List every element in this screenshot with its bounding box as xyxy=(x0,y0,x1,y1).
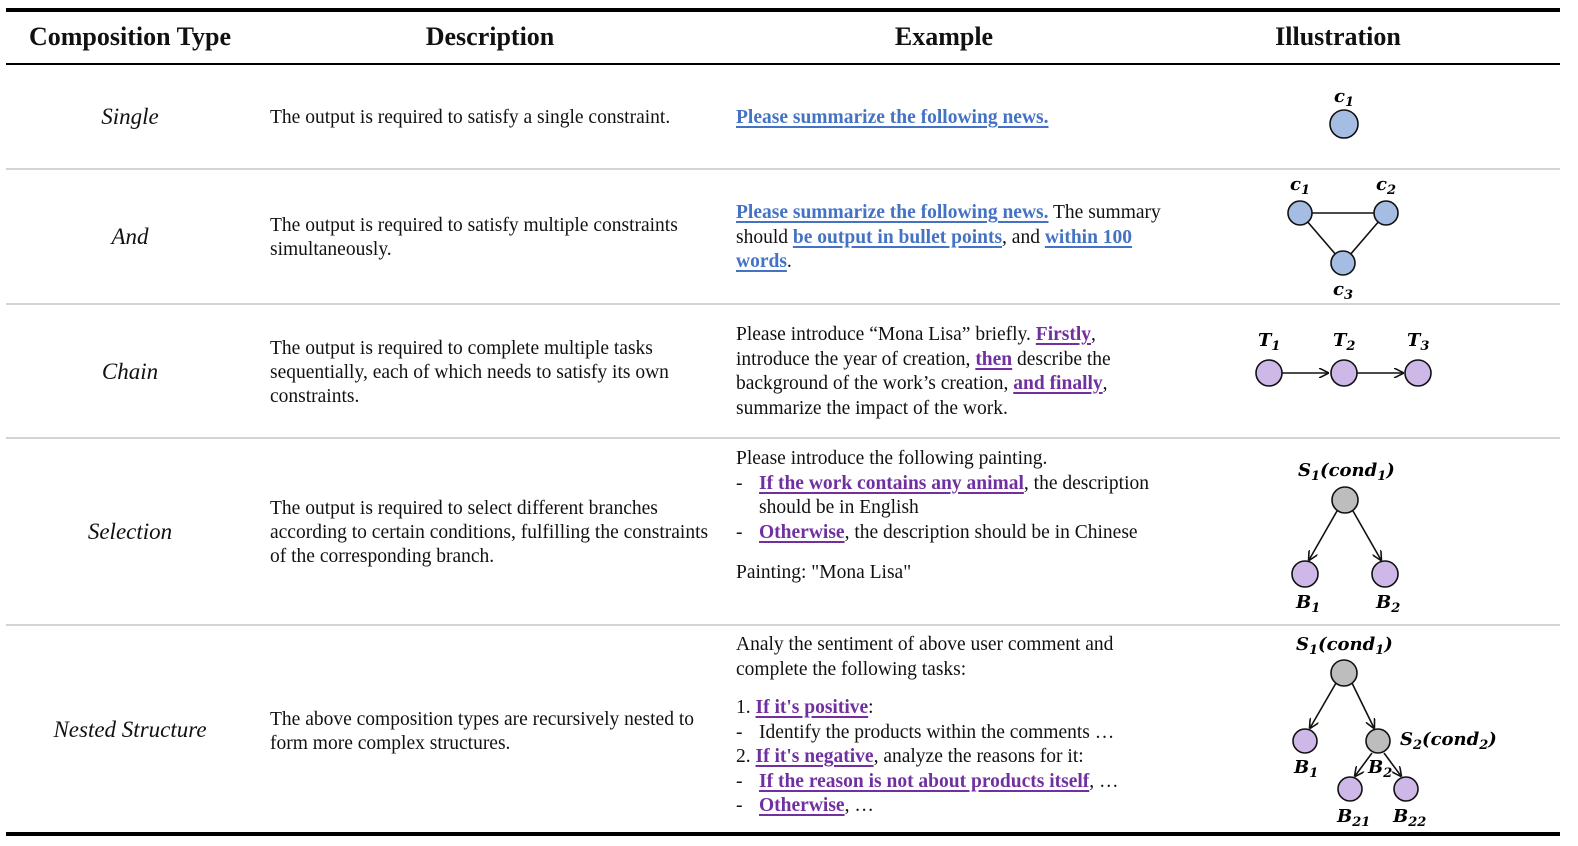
header-description: Description xyxy=(425,22,555,51)
list-item: - Identify the products within the comments … xyxy=(736,721,1115,743)
row-divider xyxy=(6,168,1560,170)
example-and: Please summarize the following news. The summary should be output in bullet points, and within 100 words. xyxy=(736,202,1161,272)
node-b21 xyxy=(1338,777,1362,801)
row-divider xyxy=(6,303,1560,305)
node-t2 xyxy=(1331,360,1357,386)
type-and: And xyxy=(111,224,149,249)
illustration-nested-structure xyxy=(1280,630,1520,835)
illustration-single xyxy=(1310,80,1380,150)
node-label-s2: $S_2(cond_2)$ xyxy=(1400,729,1497,753)
node-label-b22: $B_{22}$ xyxy=(1393,806,1427,830)
node-label-c3: $c_3$ xyxy=(1333,279,1354,303)
node-label-t3: $T_3$ xyxy=(1407,330,1430,354)
node-label-s1: $S_1(cond_1)$ xyxy=(1296,634,1393,658)
illustration-chain xyxy=(1240,320,1450,400)
node-label-b2: $B_2$ xyxy=(1376,592,1401,616)
illustration-selection xyxy=(1280,450,1420,620)
list-item: - Otherwise, the description should be in Chinese xyxy=(736,521,1138,543)
example-nested-structure: Analy the sentiment of above user comment and complete the following tasks: 1. If it's positive: - Identify the products within the comments … 2. If it's negative, analyze the reasons for it: - If the reason is not about products itself, … - Otherwise, … xyxy=(736,633,1166,819)
constraint-c2: be output in bullet points xyxy=(792,226,1003,248)
node-label-b21: $B_{21}$ xyxy=(1337,806,1371,830)
node-label-b1: $B_1$ xyxy=(1294,757,1319,781)
node-s1 xyxy=(1332,487,1358,513)
node-c1 xyxy=(1330,110,1358,138)
example-single xyxy=(736,106,1166,131)
example-chain: Please introduce “Mona Lisa” briefly. Firstly, introduce the year of creation, then describe the background of the work’s creation, and finally, summarize the impact of the work. xyxy=(736,324,1111,419)
keyword-negative: If it's negative xyxy=(755,746,874,767)
type-chain: Chain xyxy=(101,359,159,384)
node-t3 xyxy=(1405,360,1431,386)
keyword-and-finally: and finally xyxy=(1013,373,1103,394)
node-t1 xyxy=(1256,360,1282,386)
node-label-t1: $T_1$ xyxy=(1258,330,1281,354)
header-illustration: Illustration xyxy=(1275,22,1401,51)
illustration-and xyxy=(1270,172,1430,302)
constraint-c1: Please summarize the following news. xyxy=(736,202,1049,223)
keyword-firstly: Firstly xyxy=(1035,324,1092,345)
node-label-t2: $T_2$ xyxy=(1333,330,1356,354)
node-c1 xyxy=(1288,201,1312,225)
type-nested-structure: Nested Structure xyxy=(53,717,207,742)
top-rule xyxy=(6,8,1560,12)
list-item: - Otherwise, … xyxy=(736,795,874,816)
node-b2 xyxy=(1372,561,1398,587)
node-s1 xyxy=(1331,660,1357,686)
type-single: Single xyxy=(101,104,159,129)
desc-nested-structure: The above composition types are recursively nested to form more complex structures. xyxy=(270,709,694,754)
constraint-c1: Please summarize the following news. xyxy=(736,107,1049,128)
list-item: - If the work contains any animal, the description should be in English xyxy=(736,472,1149,518)
node-c2 xyxy=(1374,201,1398,225)
header-example: Example xyxy=(894,22,994,51)
node-b1 xyxy=(1292,561,1318,587)
keyword-otherwise: Otherwise xyxy=(759,521,845,543)
list-item: - If the reason is not about products itself, … xyxy=(736,770,1119,792)
keyword-otherwise: Otherwise xyxy=(759,795,845,816)
node-label-s1: $S_1(cond_1)$ xyxy=(1298,460,1395,484)
desc-single: The output is required to satisfy a single constraint. xyxy=(270,107,671,128)
node-label-c1: $c_1$ xyxy=(1290,174,1311,198)
row-divider xyxy=(6,624,1560,626)
desc-selection: The output is required to select different branches according to certain conditions, fulfilling the constraints of the corresponding branch. xyxy=(270,498,709,567)
node-label-b2: $B_2$ xyxy=(1368,757,1393,781)
node-label-c1: $c_1$ xyxy=(1334,86,1355,110)
keyword-then: then xyxy=(975,348,1013,370)
node-label-c2: $c_2$ xyxy=(1376,174,1397,198)
desc-chain: The output is required to complete multiple tasks sequentially, each of which needs to satisfy its own constraints. xyxy=(270,338,669,407)
node-b1 xyxy=(1293,729,1317,753)
node-b22 xyxy=(1394,777,1418,801)
keyword-reason: If the reason is not about products itself xyxy=(759,770,1090,792)
desc-and: The output is required to satisfy multiple constraints simultaneously. xyxy=(270,215,678,260)
node-label-b1: $B_1$ xyxy=(1296,592,1321,616)
keyword-positive: If it's positive xyxy=(755,697,869,718)
node-c3 xyxy=(1331,251,1355,275)
node-s2 xyxy=(1366,729,1390,753)
keyword-condition: If the work contains any animal xyxy=(759,472,1024,494)
constraint-c3: within 100 words xyxy=(736,226,1133,272)
row-divider xyxy=(6,437,1560,439)
type-selection: Selection xyxy=(87,519,173,544)
header-rule xyxy=(6,63,1560,65)
example-selection: Please introduce the following painting. - If the work contains any animal, the description should be in English - Otherwise, the description should be in Chinese Painting: "Mona Lisa" xyxy=(736,447,1166,586)
header-composition-type: Composition Type xyxy=(28,22,232,51)
